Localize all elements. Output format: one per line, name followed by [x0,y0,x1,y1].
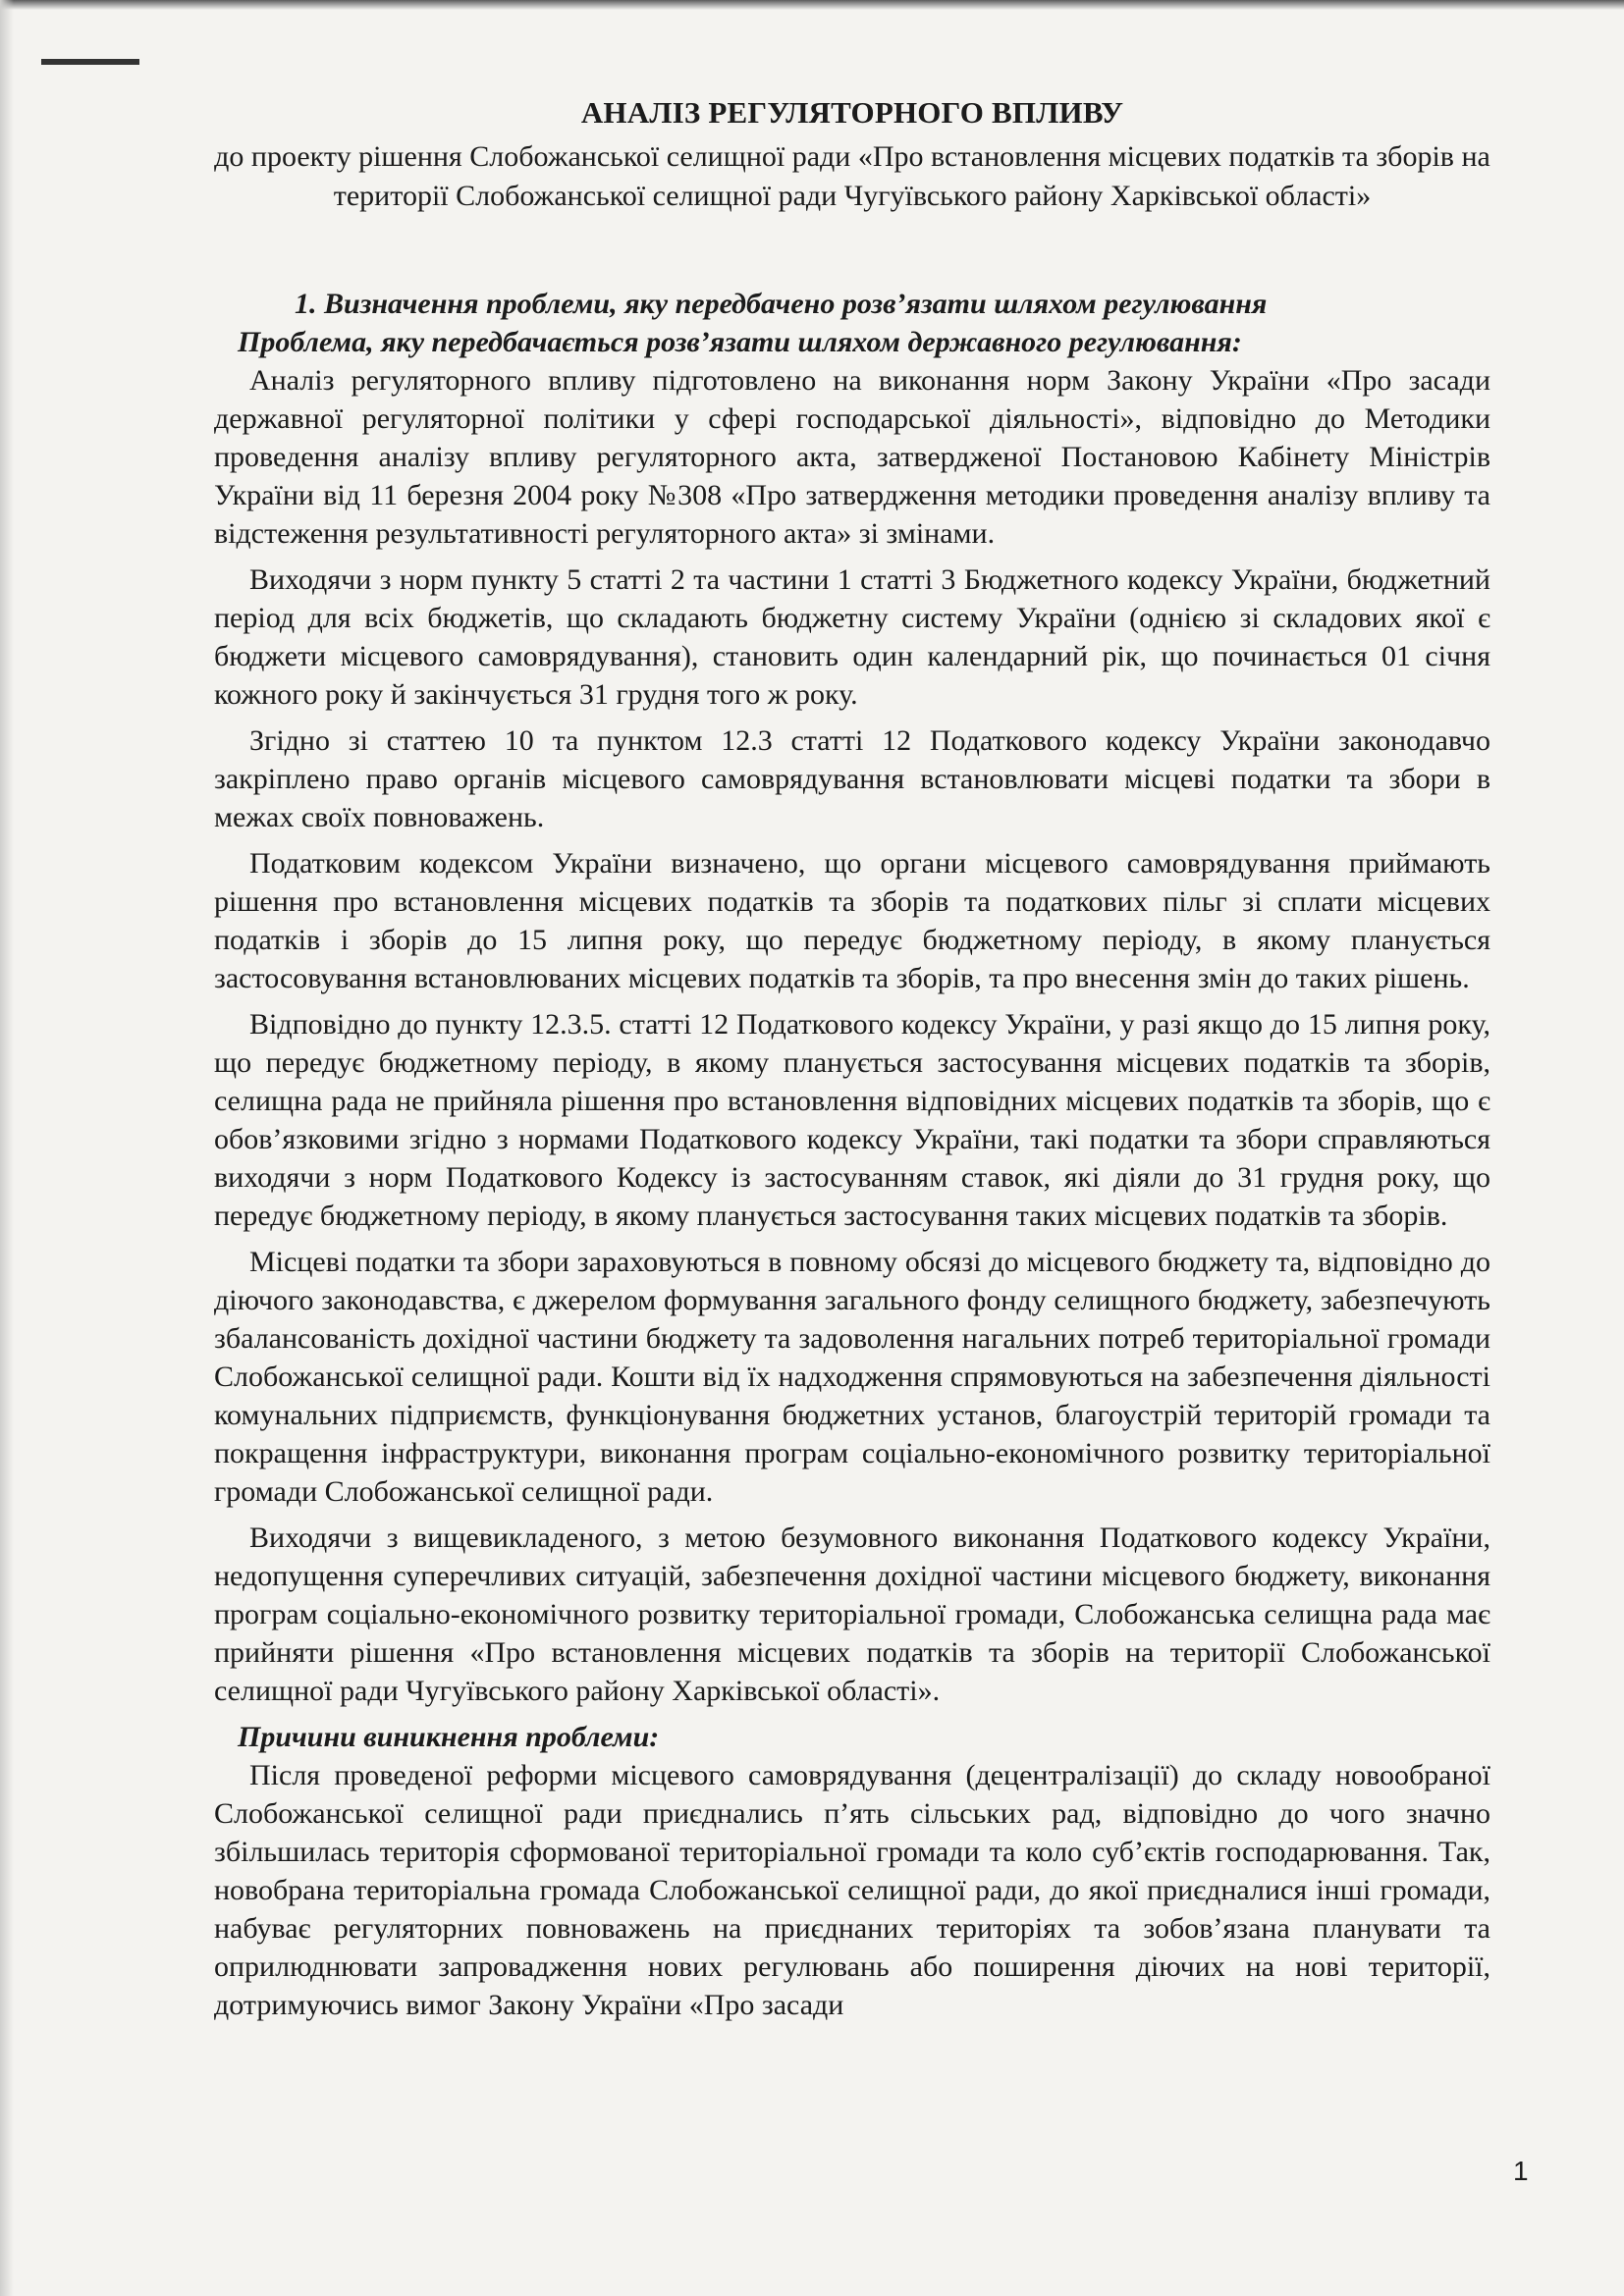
paragraph: Згідно зі статтею 10 та пунктом 12.3 статті 12 Податкового кодексу України законодавчо закріплено право органів місцевого самоврядування встановлювати місцеві податки та збори в межах своїх повноважень. [214,724,1490,833]
causes-paragraph: Після проведеної реформи місцевого самоврядування (децентралізації) до складу новообраної Слобожанської селищної ради приєднались п’ять сільських рад, відповідно до чого значно збільшилась територія сформованої територіальної громади та коло суб’єктів господарювання. Так, новобрана територіальна громада Слобожанської селищної ради, до якої приєдналися інші громади, набуває регуляторних повноважень на приєднаних територіях та зобов’язана планувати та оприлюднювати запровадження нових регулювань або поширення діючих на нові території, дотримуючись вимог Закону України «Про засади [214,1759,1490,2021]
document-subtitle: до проекту рішення Слобожанської селищної ради «Про встановлення місцевих податків та зборів на території Слобожанської селищної ради Чугуївського району Харківської області» [214,140,1490,212]
document-title: АНАЛІЗ РЕГУЛЯТОРНОГО ВПЛИВУ [580,95,1124,130]
paragraph: Виходячи з вищевикладеного, з метою безумовного виконання Податкового кодексу України, недопущення суперечливих ситуацій, забезпечення дохідної частини місцевого бюджету, виконання програм соціально-економічного розвитку територіальної громади, Слобожанська селищна рада має прийняти рішення «Про встановлення місцевих податків та зборів на території Слобожанської селищної ради Чугуївського району Харківської області». [214,1522,1490,1707]
page-number: 1 [1513,2156,1529,2186]
document-body [214,93,1490,2032]
causes-heading: Причини виникнення проблеми: [238,1721,660,1753]
scan-left-edge [0,0,14,2296]
problem-heading: Проблема, яку передбачається розв’язати шляхом державного регулювання: [238,326,1242,358]
paragraph: Місцеві податки та збори зараховуються в повному обсязі до місцевого бюджету та, відповідно до діючого законодавства, є джерелом формування загального фонду селищного бюджету, забезпечують збалансованість дохідної частини бюджету та задоволення нагальних потреб територіальної громади Слобожанської селищної ради. Кошти від їх надходження спрямовуються на забезпечення діяльності комунальних підприємств, функціонування бюджетних установ, благоустрій територій громади та покращення інфраструктури, виконання програм соціально-економічного розвитку територіальної громади Слобожанської селищної ради. [214,1246,1490,1508]
paragraph: Виходячи з норм пункту 5 статті 2 та частини 1 статті 3 Бюджетного кодексу України, бюджетний період для всіх бюджетів, що складають бюджетну систему України (однією зі складових якої є бюджети місцевого самоврядування), становить один календарний рік, що починається 01 січня кожного року й закінчується 31 грудня того ж року. [214,563,1490,711]
section-heading: 1. Визначення проблеми, яку передбачено розв’язати шляхом регулювання [295,288,1268,320]
paragraph: Аналіз регуляторного впливу підготовлено на виконання норм Закону України «Про засади державної регуляторної політики у сфері господарської діяльності», відповідно до Методики проведення аналізу впливу регуляторного акта, затвердженої Постановою Кабінету Міністрів України від 11 березня 2004 року №308 «Про затвердження методики проведення аналізу впливу та відстеження результативності регуляторного акта» зі змінами. [214,364,1490,550]
paragraph: Податковим кодексом України визначено, що органи місцевого самоврядування приймають рішення про встановлення місцевих податків та зборів та податкових пільг зі сплати місцевих податків і зборів до 15 липня року, що передує бюджетному періоду, в якому планується застосовування встановлюваних місцевих податків та зборів, та про внесення змін до таких рішень. [214,847,1490,994]
scan-top-edge [0,0,1624,10]
paragraph: Відповідно до пункту 12.3.5. статті 12 Податкового кодексу України, у разі якщо до 15 липня року, що передує бюджетному періоду, в якому планується застосування місцевих податків та зборів, селищна рада не прийняла рішення про встановлення відповідних місцевих податків та зборів, що є обов’язковими згідно з нормами Податкового кодексу України, такі податки та збори справляються виходячи з норм Податкового Кодексу із застосуванням ставок, які діяли до 31 грудня року, що передує бюджетному періоду, в якому планується застосування таких місцевих податків та зборів. [214,1008,1490,1232]
corner-mark [41,59,139,65]
